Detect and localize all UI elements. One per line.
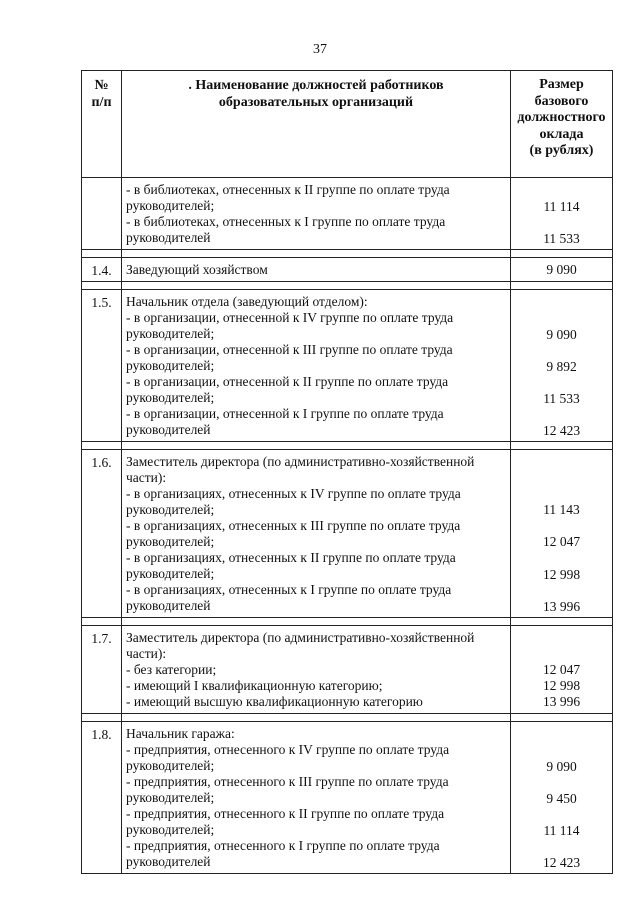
row-description: - в библиотеках, отнесенных к II группе по оплате труда руководителей; - в библиотеках, отнесенных к I группе по оплате труда руководителей — [122, 178, 511, 250]
row-separator — [82, 282, 613, 290]
salary-value: 13 996 — [542, 694, 581, 709]
row-separator — [82, 250, 613, 258]
salary-value: 11 114 — [543, 823, 580, 838]
salary-value: 13 996 — [542, 599, 581, 614]
header-number-column: № п/п — [82, 71, 122, 178]
row-number: 1.7. — [82, 626, 122, 714]
table-row — [82, 290, 613, 442]
salary-value: 11 114 — [543, 199, 580, 214]
row-salary — [511, 626, 613, 714]
row-description: Заместитель директора (по административно-хозяйственной части): - в организациях, отнесенных к IV группе по оплате труда руководителей; - в организациях, отнесенных к III группе по оплате труда руководителей; - в организациях, отнесенных к II группе по оплате труда руководителей; - в организациях, отнесенных к I группе по оплате труда руководителей — [122, 450, 511, 618]
table-row — [82, 258, 613, 282]
row-salary — [511, 178, 613, 250]
row-salary — [511, 450, 613, 618]
table-row — [82, 722, 613, 874]
row-salary — [511, 722, 613, 874]
row-separator — [82, 442, 613, 450]
row-salary — [511, 258, 613, 282]
salary-value: 12 423 — [542, 423, 581, 438]
row-number: 1.6. — [82, 450, 122, 618]
salary-value: 12 998 — [542, 678, 581, 693]
salary-value: 9 450 — [546, 791, 577, 806]
row-separator — [82, 714, 613, 722]
salary-value: 9 090 — [546, 327, 577, 342]
row-description: Начальник гаража: - предприятия, отнесенного к IV группе по оплате труда руководителей; - предприятия, отнесенного к III группе по оплате труда руководителей; - предприятия, отнесенного к II группе по оплате труда руководителей; - предприятия, отнесенного к I группе по оплате труда руководителей — [122, 722, 511, 874]
table-row — [82, 450, 613, 618]
row-salary — [511, 290, 613, 442]
salary-value: 9 892 — [546, 359, 577, 374]
row-description: Заместитель директора (по административно-хозяйственной части): - без категории; - имеющий I квалификационную категорию; - имеющий высшую квалификационную категорию — [122, 626, 511, 714]
salary-value: 9 090 — [546, 262, 577, 277]
header-salary-column: Размер базового должностного оклада (в рублях) — [511, 71, 613, 178]
page-number: 37 — [313, 42, 327, 57]
salary-value: 11 143 — [543, 502, 580, 517]
salary-table — [81, 70, 613, 874]
row-description: Заведующий хозяйством — [122, 258, 511, 282]
salary-value: 9 090 — [546, 759, 577, 774]
salary-value: 11 533 — [543, 231, 580, 246]
salary-value: 11 533 — [543, 391, 580, 406]
header-position-column: . Наименование должностей работников образовательных организаций — [122, 71, 511, 178]
row-number: 1.8. — [82, 722, 122, 874]
row-number — [82, 178, 122, 250]
salary-value: 12 047 — [542, 662, 581, 677]
salary-value: 12 423 — [542, 855, 581, 870]
salary-value: 12 998 — [542, 567, 581, 582]
table-row — [82, 626, 613, 714]
table-row — [82, 178, 613, 250]
table-header-row — [82, 71, 613, 178]
row-description: Начальник отдела (заведующий отделом): - в организации, отнесенной к IV группе по оплате труда руководителей; - в организации, отнесенной к III группе по оплате труда руководителей; - в организации, отнесенной к II группе по оплате труда руководителей; - в организации, отнесенной к I группе по оплате труда руководителей — [122, 290, 511, 442]
row-number: 1.4. — [82, 258, 122, 282]
salary-value: 12 047 — [542, 534, 581, 549]
row-number: 1.5. — [82, 290, 122, 442]
row-separator — [82, 618, 613, 626]
